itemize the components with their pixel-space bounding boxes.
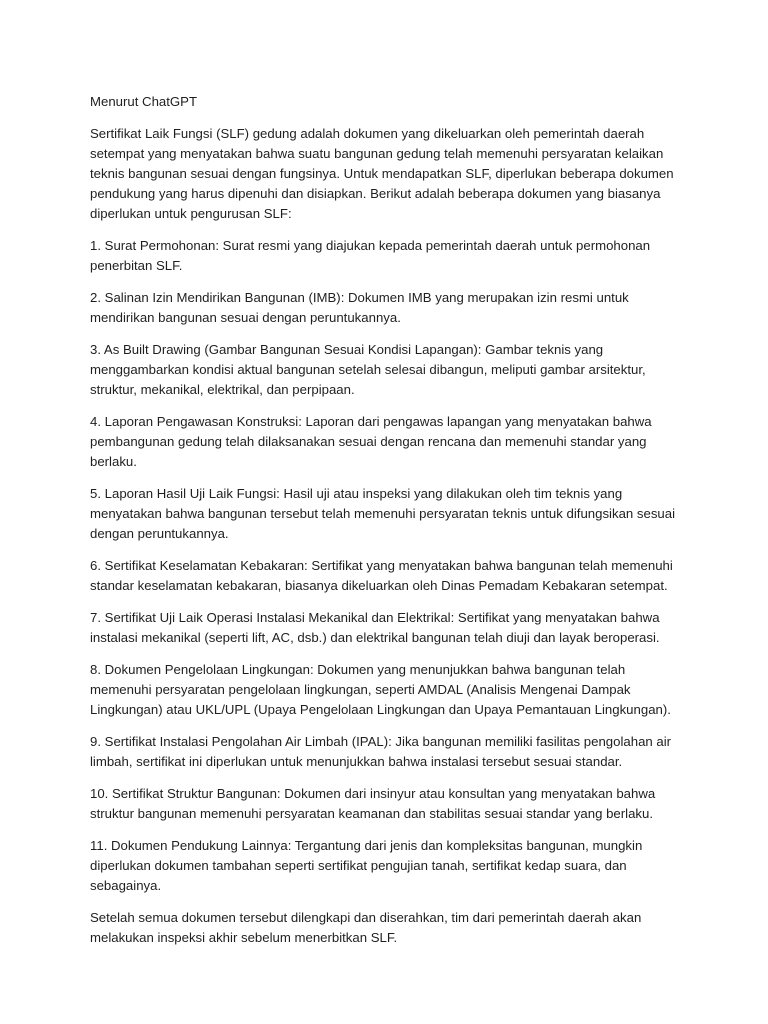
list-item: 3. As Built Drawing (Gambar Bangunan Sesuai Kondisi Lapangan): Gambar teknis yang menggambarkan kondisi aktual bangunan setelah selesai dibangun, meliputi gambar arsitektur, struktur, mekanikal, elektrikal, dan perpipaan. xyxy=(90,342,646,397)
list-item: 10. Sertifikat Struktur Bangunan: Dokumen dari insinyur atau konsultan yang menyatakan bahwa struktur bangunan memenuhi persyaratan keamanan dan stabilitas sesuai standar yang berlaku. xyxy=(90,786,656,821)
list-item: 1. Surat Permohonan: Surat resmi yang diajukan kepada pemerintah daerah untuk permohonan penerbitan SLF. xyxy=(90,238,651,273)
closing-paragraph: Setelah semua dokumen tersebut dilengkapi dan diserahkan, tim dari pemerintah daerah akan melakukan inspeksi akhir sebelum menerbitkan SLF. xyxy=(90,910,642,945)
list-item: 6. Sertifikat Keselamatan Kebakaran: Sertifikat yang menyatakan bahwa bangunan telah memenuhi standar keselamatan kebakaran, biasanya dikeluarkan oleh Dinas Pemadam Kebakaran setempat. xyxy=(90,558,673,593)
document-page xyxy=(90,92,690,960)
list-item: 5. Laporan Hasil Uji Laik Fungsi: Hasil uji atau inspeksi yang dilakukan oleh tim teknis yang menyatakan bahwa bangunan tersebut telah memenuhi persyaratan teknis untuk difungsikan sesuai dengan peruntukannya. xyxy=(90,486,676,541)
list-item: 11. Dokumen Pendukung Lainnya: Tergantung dari jenis dan kompleksitas bangunan, mungkin diperlukan dokumen tambahan seperti sertifikat pengujian tanah, sertifikat kedap suara, dan sebagainya. xyxy=(90,838,643,893)
list-item: 9. Sertifikat Instalasi Pengolahan Air Limbah (IPAL): Jika bangunan memiliki fasilitas pengolahan air limbah, sertifikat ini diperlukan untuk menunjukkan bahwa instalasi tersebut sesuai standar. xyxy=(90,734,672,769)
list-item: 4. Laporan Pengawasan Konstruksi: Laporan dari pengawas lapangan yang menyatakan bahwa pembangunan gedung telah dilaksanakan sesuai dengan rencana dan memenuhi standar yang berlaku. xyxy=(90,414,652,469)
intro-paragraph: Sertifikat Laik Fungsi (SLF) gedung adalah dokumen yang dikeluarkan oleh pemerintah daerah setempat yang menyatakan bahwa suatu bangunan gedung telah memenuhi persyaratan kelaikan teknis bangunan sesuai dengan fungsinya. Untuk mendapatkan SLF, diperlukan beberapa dokumen pendukung yang harus dipenuhi dan disiapkan. Berikut adalah beberapa dokumen yang biasanya diperlukan untuk pengurusan SLF: xyxy=(90,126,674,221)
document-heading: Menurut ChatGPT xyxy=(90,94,198,109)
list-item: 7. Sertifikat Uji Laik Operasi Instalasi Mekanikal dan Elektrikal: Sertifikat yang menyatakan bahwa instalasi mekanikal (seperti lift, AC, dsb.) dan elektrikal bangunan telah diuji dan layak beroperasi. xyxy=(90,610,660,645)
list-item: 2. Salinan Izin Mendirikan Bangunan (IMB): Dokumen IMB yang merupakan izin resmi untuk mendirikan bangunan sesuai dengan peruntukannya. xyxy=(90,290,629,325)
list-item: 8. Dokumen Pengelolaan Lingkungan: Dokumen yang menunjukkan bahwa bangunan telah memenuhi persyaratan pengelolaan lingkungan, seperti AMDAL (Analisis Mengenai Dampak Lingkungan) atau UKL/UPL (Upaya Pengelolaan Lingkungan dan Upaya Pemantauan Lingkungan). xyxy=(90,662,671,717)
